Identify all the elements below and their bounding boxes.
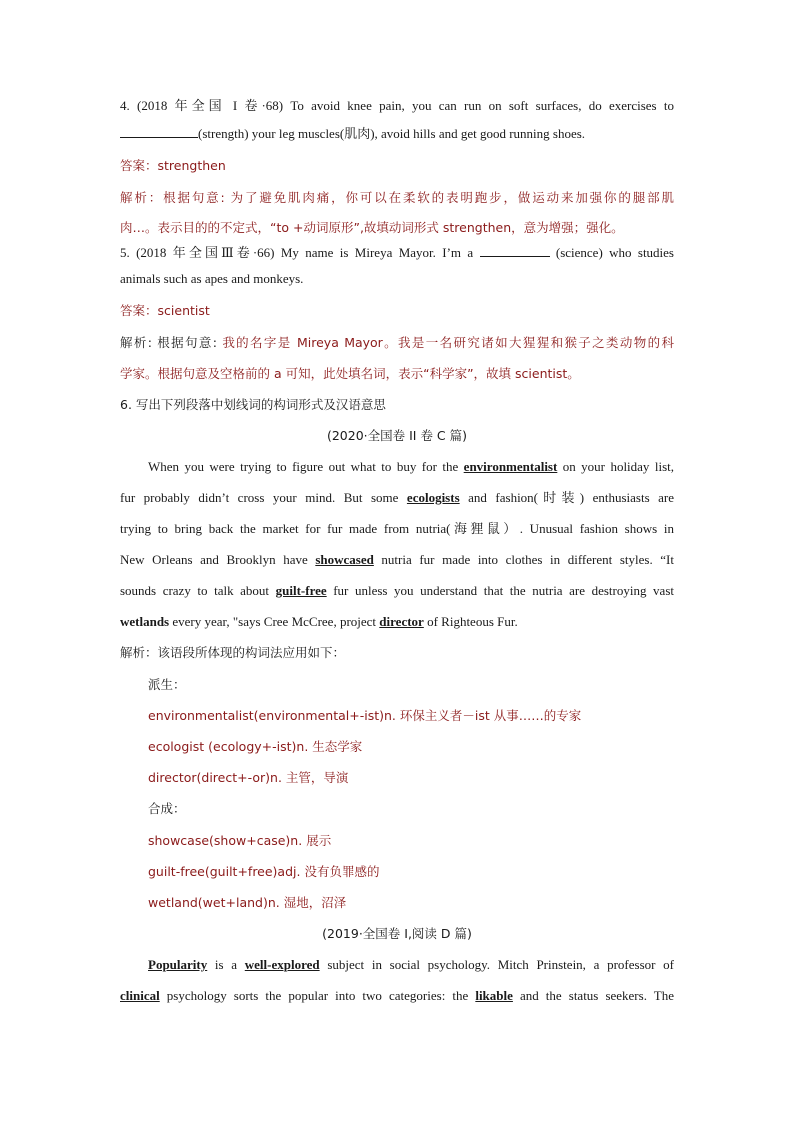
para2-line2: clinical psychology sorts the popular into two categories: the likable and the status seekers. The [120, 988, 674, 1003]
keyword-showcased: showcased [315, 552, 374, 567]
para1-line3: trying to bring back the market for fur made from nutria(海狸鼠）. Unusual fashion shows in [120, 521, 674, 536]
q5-analysis-line1: 解析: 根据句意: 我的名字是 Mireya Mayor。我是一名研究诸如大猩猩和猴子之类动物的科 [120, 335, 675, 350]
compound-item: wetland(wet+land)n. 湿地，沼泽 [148, 895, 347, 910]
q5-line2: animals such as apes and monkeys. [120, 271, 304, 286]
para1-line2: fur probably didn’t cross your mind. But some ecologists and fashion(时装) enthusiasts are [120, 490, 674, 505]
keyword-environmentalist: environmentalist [463, 459, 558, 474]
q5-analysis-line2: 学家。根据句意及空格前的 a 可知，此处填名词，表示“科学家”，故填 scientist。 [120, 366, 580, 381]
derivation-item: ecologist (ecology+-ist)n. 生态学家 [148, 739, 363, 754]
q4-analysis-line1: 解析：根据句意: 为了避免肌肉痛，你可以在柔软的表明跑步，做运动来加强你的腿部肌 [120, 190, 674, 205]
derivation-item: director(direct+-or)n. 主管，导演 [148, 770, 349, 785]
keyword-likable: likable [475, 988, 513, 1003]
q4-line2: (strength) your leg muscles(肌肉), avoid hills and get good running shoes. [120, 123, 674, 144]
keyword-director: director [379, 614, 424, 629]
keyword-guilt-free: guilt-free [275, 583, 327, 598]
q4-analysis-line2: 肉…。表示目的的不定式，“to +动词原形”,故填动词形式 strengthen，意为增强；强化。 [120, 220, 624, 235]
q5-blank[interactable] [480, 242, 550, 257]
para1-line4: New Orleans and Brooklyn have showcased nutria fur made into clothes in different styles. “It [120, 552, 674, 567]
q6-source-1: (2020·全国卷 II 卷 C 篇) [326, 428, 468, 443]
q4-line1: 4. (2018 年全国 I 卷·68) To avoid knee pain, you can run on soft surfaces, do exercises to [120, 98, 674, 113]
q4-answer: 答案：strengthen [120, 158, 226, 173]
compound-item: guilt-free(guilt+free)adj. 没有负罪感的 [148, 864, 380, 879]
q6-source-2: (2019·全国卷 I,阅读 D 篇) [322, 926, 472, 941]
para1-line1: When you were trying to figure out what to buy for the environmentalist on your holiday list, [148, 459, 675, 474]
derivation-label: 派生： [148, 677, 186, 692]
para1-line5: sounds crazy to talk about guilt-free fur unless you understand that the nutria are destroying vast [120, 583, 674, 598]
compound-item: showcase(show+case)n. 展示 [148, 833, 332, 848]
keyword-clinical: clinical [120, 988, 160, 1003]
keyword-ecologists: ecologists [406, 490, 460, 505]
keyword-wetlands: wetlands [120, 614, 170, 629]
para2-line1: Popularity is a well-explored subject in social psychology. Mitch Prinstein, a professor of [148, 957, 674, 972]
keyword-well-explored: well-explored [244, 957, 320, 972]
q4-blank[interactable] [120, 123, 198, 138]
q6-title: 6. 写出下列段落中划线词的构词形式及汉语意思 [120, 397, 386, 412]
derivation-item: environmentalist(environmental+-ist)n. 环保主义者－ist 从事……的专家 [148, 708, 582, 723]
compound-label: 合成： [148, 801, 186, 816]
para1-line6: wetlands every year, "says Cree McCree, project director of Righteous Fur. [120, 614, 518, 629]
q5-line1: 5. (2018 年全国Ⅲ卷·66) My name is Mireya Mayor. I’m a (science) who studies [120, 242, 674, 263]
q6-analysis-label: 解析：该语段所体现的构词法应用如下： [120, 645, 346, 660]
keyword-popularity: Popularity [148, 957, 208, 972]
q5-answer: 答案：scientist [120, 303, 210, 318]
